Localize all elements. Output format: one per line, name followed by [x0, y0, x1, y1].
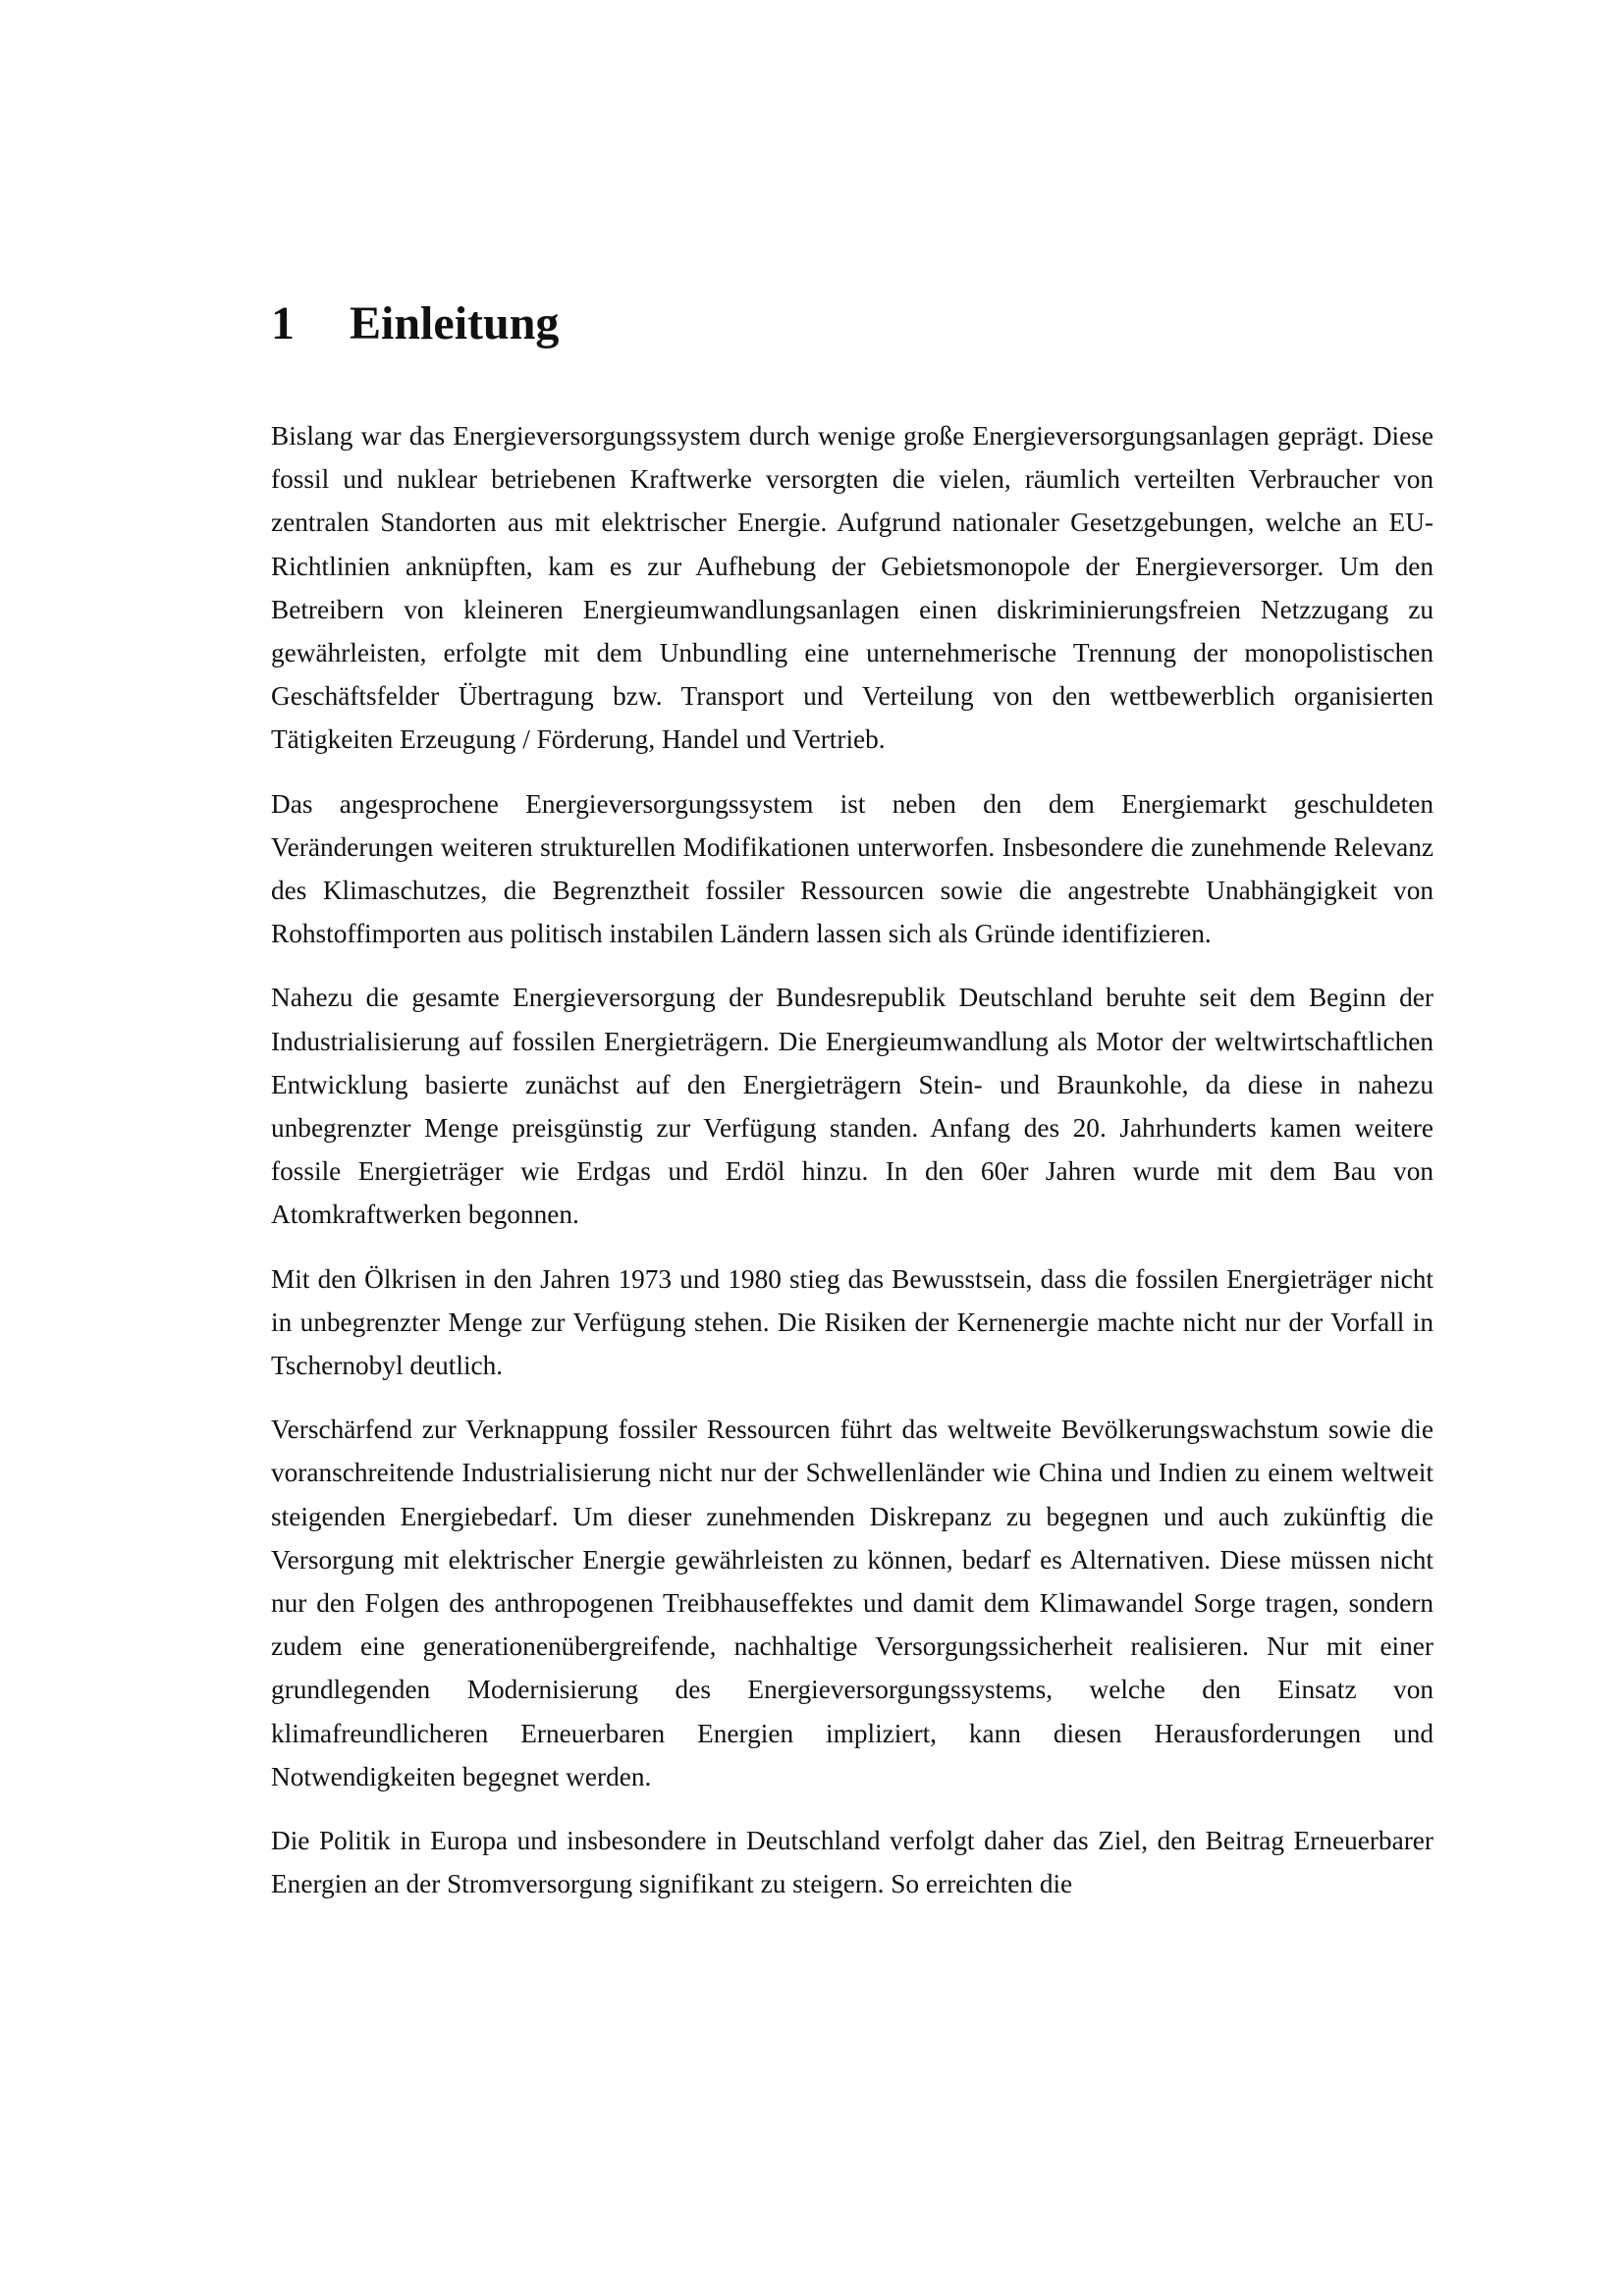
- paragraph-2: Das angesprochene Energieversorgungssystem ist neben den dem Energiemarkt geschuldeten Veränderungen weiteren strukturellen Modifikationen unterworfen. Insbesondere die zunehmende Relevanz des Klimaschutzes, die Begrenztheit fossiler Ressourcen sowie die angestrebte Unabhängigkeit von Rohstoffimporten aus politisch instabilen Ländern lassen sich als Gründe identifizieren.: [271, 788, 1434, 949]
- chapter-title: Einleitung: [350, 297, 560, 349]
- chapter-number: 1: [271, 297, 295, 349]
- paragraph-5: Verschärfend zur Verknappung fossiler Ressourcen führt das weltweite Bevölkerungswachstum sowie die voranschreitende Industrialisierung nicht nur der Schwellenländer wie China und Indien zu einem weltweit steigenden Energiebedarf. Um dieser zunehmenden Diskrepanz zu begegnen und auch zukünftig die Versorgung mit elektrischer Energie gewährleisten zu können, bedarf es Alternativen. Diese müssen nicht nur den Folgen des anthropogenen Treibhauseffektes und damit dem Klimawandel Sorge tragen, sondern zudem eine generationenübergreifende, nachhaltige Versorgungssicherheit realisieren. Nur mit einer grundlegenden Modernisierung des Energieversorgungssystems, welche den Einsatz von klimafreundlicheren Erneuerbaren Energien impliziert, kann diesen Herausforderungen und Notwendigkeiten begegnet werden.: [271, 1415, 1434, 1791]
- page-content: [271, 294, 1434, 1927]
- paragraph-6: Die Politik in Europa und insbesondere in Deutschland verfolgt daher das Ziel, den Beitrag Erneuerbarer Energien an der Stromversorgung signifikant zu steigern. So erreichten die: [271, 1826, 1434, 1899]
- chapter-heading: [271, 294, 1434, 353]
- paragraph-1: Bislang war das Energieversorgungssystem durch wenige große Energieversorgungsanlagen geprägt. Diese fossil und nuklear betriebenen Kraftwerke versorgten die vielen, räumlich verteilten Verbraucher von zentralen Standorten aus mit elektrischer Energie. Aufgrund nationaler Gesetzgebungen, welche an EU-Richtlinien anknüpften, kam es zur Aufhebung der Gebietsmonopole der Energieversorger. Um den Betreibern von kleineren Energieumwandlungsanlagen einen diskriminierungsfreien Netzzugang zu gewährleisten, erfolgte mit dem Unbundling eine unternehmerische Trennung der monopolistischen Geschäftsfelder Übertragung bzw. Transport und Verteilung von den wettbewerblich organisierten Tätigkeiten Erzeugung / Förderung, Handel und Vertrieb.: [271, 421, 1434, 755]
- paragraph-4: Mit den Ölkrisen in den Jahren 1973 und 1980 stieg das Bewusstsein, dass die fossilen Energieträger nicht in unbegrenzter Menge zur Verfügung stehen. Die Risiken der Kernenergie machte nicht nur der Vorfall in Tschernobyl deutlich.: [271, 1263, 1434, 1381]
- paragraph-3: Nahezu die gesamte Energieversorgung der Bundesrepublik Deutschland beruhte seit dem Beginn der Industrialisierung auf fossilen Energieträgern. Die Energieumwandlung als Motor der weltwirtschaftlichen Entwicklung basierte zunächst auf den Energieträgern Stein- und Braunkohle, da diese in nahezu unbegrenzter Menge preisgünstig zur Verfügung standen. Anfang des 20. Jahrhunderts kamen weitere fossile Energieträger wie Erdgas und Erdöl hinzu. In den 60er Jahren wurde mit dem Bau von Atomkraftwerken begonnen.: [271, 983, 1434, 1230]
